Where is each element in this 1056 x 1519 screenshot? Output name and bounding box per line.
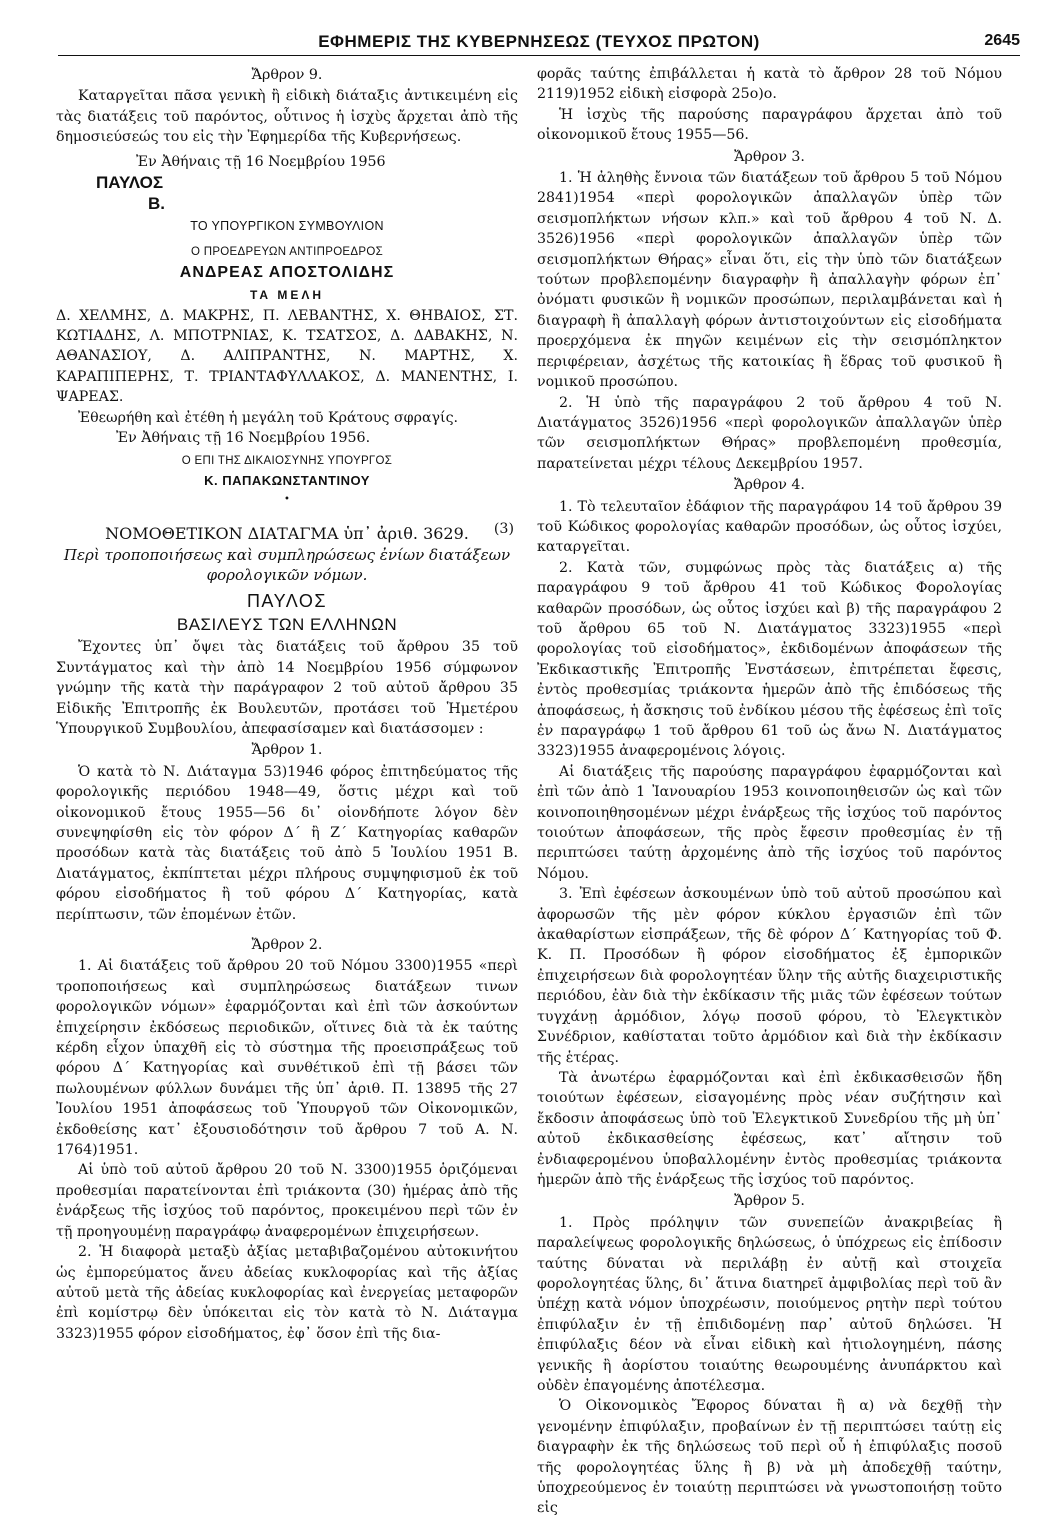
members-heading: ΤΑ ΜΕΛΗ xyxy=(249,288,325,303)
seal-statement: Ἐθεωρήθη καὶ ἐτέθη ἡ μεγάλη τοῦ Κράτους σφραγίς. xyxy=(78,409,459,426)
gazette-title: ΕΦΗΜΕΡΙΣ ΤΗΣ ΚΥΒΕΡΝΗΣΕΩΣ (ΤΕΥΧΟΣ ΠΡΩΤΟΝ) xyxy=(318,32,760,51)
article-4-paragraph-2: 2. Κατὰ τῶν, συμφώνως πρὸς τὰς διατάξεις α) τῆς παραγράφου 9 τοῦ ἄρθρου 41 τοῦ Κώδικος Φορολογίας καθαρῶν προσόδων, ὡς οὗτος ἰσχύει καὶ β) τῆς παραγράφου 2 τοῦ ἄρθρου 65 τοῦ Ν. Διατάγματος 3323)1955 «περὶ φορολογίας τοῦ εἰσοδήματος», ἐκδιδομένων ἀποφάσεων τῆς Ἐκδικαστικῆς Ἐπιτροπῆς Ἐνστάσεων, ἐπιτρέπεται ἔφεσις, ἐντὸς προθεσμίας τριάκοντα ἡμερῶν ἀπὸ τῆς ἐπιδόσεως τῆς ἀποφάσεως, ἡ ἄσκησις τοῦ ἐνδίκου μέσου τῆς ἐφέσεως ἐπὶ τοῖς ἐν παραγράφῳ 1 τοῦ ἄρθρου 61 τοῦ ὡς ἄνω Ν. Διατάγματος 3323)1955 ἀναφερομένοις λόγοις. xyxy=(537,559,1002,760)
article-3-heading: Ἄρθρον 3. xyxy=(734,148,805,165)
continued-text: φορᾶς ταύτης ἐπιβάλλεται ἡ κατὰ τὸ ἄρθρον 28 τοῦ Νόμου 2119)1952 εἰδικὴ εἰσφορὰ 25ο)ο. xyxy=(537,66,1002,103)
article-4-paragraph-2b: Αἱ διατάξεις τῆς παρούσης παραγράφου ἐφαρμόζονται καὶ ἐπὶ τῶν ἀπὸ 1 Ἰανουαρίου 1953 κοινοποιηθεισῶν ὡς καὶ τῶν κοινοποιηθησομένων μέχρι ἐνάρξεως τῆς ἰσχύος τοῦ παρόντος τοιούτων ἀποφάσεων, τῆς πρὸς ἔφεσιν προθεσμίας ἐν τῇ περιπτώσει ταύτῃ ἀρχομένης ἀπὸ τῆς ἰσχύος τοῦ παρόντος Νόμου. xyxy=(537,763,1002,882)
article-4-paragraph-3: 3. Ἐπὶ ἐφέσεων ἀσκουμένων ὑπὸ τοῦ αὐτοῦ προσώπου καὶ ἀφορωσῶν τῆς μὲν φόρον κύκλου ἐργασιῶν ἐπὶ τῶν ἀκαθαρίστων εἰσπράξεων, τῆς δὲ φόρον Δ΄ Κατηγορίας τοῦ Φ. Κ. Π. Προσόδων ἢ φόρον εἰσοδήματος ἐξ ἐμπορικῶν ἐπιχειρήσεων διὰ φορολογητέαν ὕλην τῆς αὐτῆς διαχειριστικῆς περιόδου, ἐὰν διὰ τὴν ἐκδίκασιν τῆς μιᾶς τῶν ἐφέσεων τούτων τυγχάνῃ ἁρμόδιον, λόγῳ ποσοῦ φόρου, τὸ Ἐλεγκτικὸν Συνέδριον, καθίσταται τοῦτο ἁρμόδιον καὶ διὰ τὴν ἐκδίκασιν τῆς ἑτέρας. xyxy=(537,886,1002,1066)
article-4-paragraph-3b: Τὰ ἀνωτέρω ἐφαρμόζονται καὶ ἐπὶ ἐκδικασθεισῶν ἤδη τοιούτων ἐφέσεων, εἰσαγομένης πρὸς νέαν συζήτησιν καὶ ἔκδοσιν ἀποφάσεως ὑπὸ τοῦ Ἐλεγκτικοῦ Συνεδρίου τῆς μὴ ὑπ᾽ αὐτοῦ ἐκδικασθείσης ἐφέσεως, κατ᾽ αἴτησιν τοῦ ἐνδιαφερομένου ὑποβαλλομένην ἐντὸς προθεσμίας τριάκοντα ἡμερῶν ἀπὸ τῆς ἐνάρξεως τῆς ἰσχύος τοῦ παρόντος. xyxy=(537,1069,1002,1188)
article-3-paragraph-2: 2. Ἡ ὑπὸ τῆς παραγράφου 2 τοῦ ἄρθρου 4 τοῦ Ν. Διατάγματος 3526)1956 «περὶ φορολογικῶν ἀπαλλαγῶν ὑπὲρ τῶν σεισμοπλήκτων Θήρας» προβλεπομένη προθεσμία, παρατείνεται μέχρι τέλους Δεκεμβρίου 1957. xyxy=(537,394,1002,472)
cabinet-heading: ΤΟ ΥΠΟΥΡΓΙΚΟΝ ΣΥΜΒΟΥΛΙΟΝ xyxy=(190,219,384,234)
article-4-paragraph-1: 1. Τὸ τελευταῖον ἐδάφιον τῆς παραγράφου 14 τοῦ ἄρθρου 39 τοῦ Κώδικος φορολογίας καθαρῶν προσόδων, ὡς οὗτος ἰσχύει, καταργεῖται. xyxy=(537,498,1002,556)
decree-preamble: Ἔχοντες ὑπ᾽ ὄψει τὰς διατάξεις τοῦ ἄρθρου 35 τοῦ Συντάγματος καὶ τὴν ἀπὸ 14 Νοεμβρίου 1956 σύμφωνον γνώμην τῆς κατὰ τὴν παράγραφον 2 τοῦ αὐτοῦ ἄρθρου 35 Εἰδικῆς Ἐπιτροπῆς ἐκ Βουλευτῶν, προτάσει τοῦ Ἡμετέρου Ὑπουργικοῦ Συμβουλίου, ἀπεφασίσαμεν καὶ διατάσσομεν : xyxy=(56,639,518,737)
article-9-heading: Ἄρθρον 9. xyxy=(251,67,323,83)
article-5-heading: Ἄρθρον 5. xyxy=(734,1193,805,1210)
king-signature-b: Β. xyxy=(148,194,165,214)
article-1-heading: Ἄρθρον 1. xyxy=(251,742,323,759)
signing-date: Ἐν Ἀθήναις τῇ 16 Νοεμβρίου 1956 xyxy=(136,153,386,170)
justice-minister-name: Κ. ΠΑΠΑΚΩΝΣΤΑΝΤΙΝΟΥ xyxy=(204,472,370,488)
king-name: ΠΑΥΛΟΣ xyxy=(246,591,328,612)
article-2-paragraph-1: 1. Αἱ διατάξεις τοῦ ἄρθρου 20 τοῦ Νόμου 3300)1955 «περὶ τροποποιήσεως καὶ συμπληρώσεως διατάξεων τινων φορολογικῶν νόμων» ἐφαρμόζονται καὶ ἐπὶ τῶν ἀσκούντων ἐπιχείρησιν ἐκδόσεως περιοδικῶν, οἵτινες διὰ τὰ ἐκ ταύτης κέρδη εἶχον ὑπαχθῆ εἰς τὸ σύστημα τῆς προεισπράξεως τοῦ φόρου Δ΄ Κατηγορίας καὶ συνθέτικοῦ ἐπὶ τῇ βάσει τῶν πωλουμένων φύλλων δυνάμει τῆς ὑπ᾽ ἀριθ. Π. 13895 τῆς 27 Ἰουλίου 1951 ἀποφάσεως τοῦ Ὑπουργοῦ τῶν Οἰκονομικῶν, ἐκδοθείσης κατ᾽ ἐξουσιοδότησιν τοῦ ἄρθρου 7 τοῦ Α. Ν. 1764)1951. xyxy=(56,958,518,1159)
seal-date: Ἐν Ἀθήναις τῇ 16 Νοεμβρίου 1956. xyxy=(116,430,371,447)
article-5-paragraph-1: 1. Πρὸς πρόληψιν τῶν συνεπείῶν ἀνακριβείας ἢ παραλείψεως φορολογικῆς δηλώσεως, ὁ ὑπόχρεως εἰς ἐπίδοσιν ταύτης δύναται νὰ περιλάβῃ ἐν αὐτῇ καὶ στοιχεῖα φορολογητέας ὕλης, δι᾽ ἅτινα διατηρεῖ ἀμφιβολίας περὶ τοῦ ἂν ὑπέχῃ κατὰ νόμον ὑποχρέωσιν, ποιούμενος ρητὴν περὶ τούτου ἐπιφύλαξιν ἐν τῇ ἐπιδιδομένῃ παρ᾽ αὐτοῦ δηλώσει. Ἡ ἐπιφύλαξις δέον νὰ εἶναι εἰδικὴ καὶ ἠτιολογημένη, πάσης γενικῆς ἢ ἀορίστου τοιαύτης θεωρουμένης ἀνυπάρκτου καὶ οὐδὲν ἐπαγομένης ἀποτέλεσμα. xyxy=(537,1214,1002,1394)
article-2-paragraph-1b: Αἱ ὑπὸ τοῦ αὐτοῦ ἄρθρου 20 τοῦ Ν. 3300)1955 ὁριζόμεναι προθεσμίαι παρατείνονται ἐπὶ τριάκοντα (30) ἡμέρας ἀπὸ τῆς ἐνάρξεως τῆς ἰσχύος τοῦ παρόντος, προκειμένου περὶ τῶν ἐν τῇ προηγουμένῃ παραγράφῳ ἀναφερομένων ἐπιχειρήσεων. xyxy=(56,1162,518,1240)
article-2-heading: Ἄρθρον 2. xyxy=(251,937,323,953)
vice-pm-title: Ο ΠΡΟΕΔΡΕΥΩΝ ΑΝΤΙΠΡΟΕΔΡΟΣ xyxy=(190,246,384,259)
article-3-paragraph-1: 1. Ἡ ἀληθὴς ἔννοια τῶν διατάξεων τοῦ ἄρθρου 5 τοῦ Νόμου 2841)1954 «περὶ φορολογικῶν ἀπαλλαγῶν ὑπὲρ τῶν σεισμοπλήκτων νήσων κλπ.» καὶ τοῦ ἄρθρου 4 τοῦ Ν. Δ. 3526)1956 «περὶ φορολογικῶν ἀπαλλαγῶν ὑπὲρ τῶν σεισμοπλήκτων Θήρας» εἶναι ὅτι, εἰς τὴν ὑπὸ τῶν διατάξεων τούτων προβλεπομένην διαγραφὴν ἢ ἀπαλλαγὴν φόρων ἐπ᾽ ὀνόματι φυσικῶν ἢ νομικῶν προσώπων, περιλαμβάνεται καὶ ἡ διαγραφὴ ἢ ἀπαλλαγὴ φόρων ἀντιστοιχούντων εἰς εἰσοδήματα προερχόμενα ἐκ πηγῶν κειμένων εἰς τὴν σεισμόπληκτον περιφέρειαν, ἀσχέτως τῆς κατοικίας ἢ ἕδρας τοῦ φυσικοῦ ἢ νομικοῦ προσώπου. xyxy=(537,170,1002,391)
cabinet-members: Δ. ΧΕΛΜΗΣ, Δ. ΜΑΚΡΗΣ, Π. ΛΕΒΑΝΤΗΣ, Χ. ΘΗΒΑΙΟΣ, ΣΤ. ΚΩΤΙΑΔΗΣ, Λ. ΜΠΟΤΡΝΙΑΣ, Κ. ΤΣΑΤΣΟΣ, Δ. ΔΑΒΑΚΗΣ, Ν. ΑΘΑΝΑΣΙΟΥ, Δ. ΑΛΙΠΡΑΝΤΗΣ, Ν. ΜΑΡΤΗΣ, Χ. ΚΑΡΑΠΙΠΕΡΗΣ, Τ. ΤΡΙΑΝΤΑΦΥΛΛΑΚΟΣ, Δ. ΜΑΝΕΝΤΗΣ, Ι. ΨΑΡΕΑΣ. xyxy=(56,307,518,406)
article-2-paragraph-2: 2. Ἡ διαφορὰ μεταξὺ ἀξίας μεταβιβαζομένου αὐτοκινήτου ὡς ἐμπορεύματος ἄνευ ἀδείας κυκλοφορίας καὶ τῆς ἀξίας αὐτοῦ μετὰ τῆς ἀδείας κυκλοφορίας καὶ ἐνεργείας μεταφορῶν ἐπὶ κομίστρῳ δὲν ὑπόκειται εἰς τὸν κατὰ τὸ Ν. Διάταγμα 3323)1955 φόρον εἰσοδήματος, ἐφ᾽ ὅσον ἐπὶ τῆς δια- xyxy=(56,1244,518,1342)
section-separator: • xyxy=(284,494,290,506)
king-title: ΒΑΣΙΛΕΥΣ ΤΩΝ ΕΛΛΗΝΩΝ xyxy=(176,615,398,635)
article-1-text: Ὁ κατὰ τὸ Ν. Διάταγμα 53)1946 φόρος ἐπιτηδεύματος τῆς φορολογικῆς περιόδου 1948—49, ὅστις μέχρι καὶ τοῦ οἰκονομικοῦ ἔτους 1955—56 δι᾽ οἱονδήποτε λόγον δὲν συνεψηφίσθη εἰς τὸν φόρον Δ΄ ἢ Ζ΄ Κατηγορίας καθαρῶν προσόδων κατὰ τὰς διατάξεις τοῦ ἀπὸ 5 Ἰουλίου 1951 Β. Διατάγματος, ἐκπίπτεται μέχρι πλήρους συμψηφισμοῦ ἐκ τοῦ φόρου εἰσοδήματος ἢ τοῦ φόρου Δ΄ Κατηγορίας, κατὰ περίπτωσιν, τῶν ἑπομένων ἐτῶν. xyxy=(56,763,518,923)
king-signature: ΠΑΥΛΟΣ xyxy=(96,173,164,193)
article-4-heading: Ἄρθρον 4. xyxy=(734,477,805,494)
header-rule xyxy=(58,55,1020,56)
left-column xyxy=(56,64,518,1344)
page-header xyxy=(58,30,1020,56)
article-9-text: Καταργεῖται πᾶσα γενικὴ ἢ εἰδικὴ διάταξις ἀντικειμένη εἰς τὰς διατάξεις τοῦ παρόντος, οὗτινος ἡ ἰσχὺς ἄρχεται ἀπὸ τῆς δημοσιεύσεώς του εἰς τὴν Ἐφημερίδα τῆς Κυβερνήσεως. xyxy=(56,88,518,146)
article-5-paragraph-2: Ὁ Οἰκονομικὸς Ἔφορος δύναται ἢ α) νὰ δεχθῇ τὴν γενομένην ἐπιφύλαξιν, προβαίνων ἐν τῇ περιπτώσει ταύτῃ εἰς διαγραφὴν ἐκ τῆς δηλώσεως τοῦ περὶ οὗ ἡ ἐπιφύλαξις ποσοῦ τῆς φορολογητέας ὕλης ἢ β) νὰ μὴ ἀποδεχθῇ ταύτην, ὑποχρεούμενος ἐν τοιαύτῃ περιπτώσει νὰ γνωστοποιήσῃ τοῦτο εἰς xyxy=(537,1398,1002,1517)
continued-text-2: Ἡ ἰσχὺς τῆς παρούσης παραγράφου ἄρχεται ἀπὸ τοῦ οἰκονομικοῦ ἔτους 1955—56. xyxy=(537,106,1002,144)
decree-title: ΝΟΜΟΘΕΤΙΚΟΝ ΔΙΑΤΑΓΜΑ ὑπ᾽ ἀριθ. 3629. xyxy=(105,524,469,544)
decree-sequence-number: (3) xyxy=(493,521,514,538)
right-column xyxy=(537,64,1002,1519)
decree-subject: Περὶ τροποποιήσεως καὶ συμπληρώσεως ἐνίων διατάξεων φορολογικῶν νόμων. xyxy=(63,546,511,585)
vice-pm-name: ΑΝΔΡΕΑΣ ΑΠΟΣΤΟΛΙΔΗΣ xyxy=(179,263,395,281)
justice-minister-title: Ο ΕΠΙ ΤΗΣ ΔΙΚΑΙΟΣΥΝΗΣ ΥΠΟΥΡΓΟΣ xyxy=(181,454,393,467)
page-number: 2645 xyxy=(984,32,1020,49)
